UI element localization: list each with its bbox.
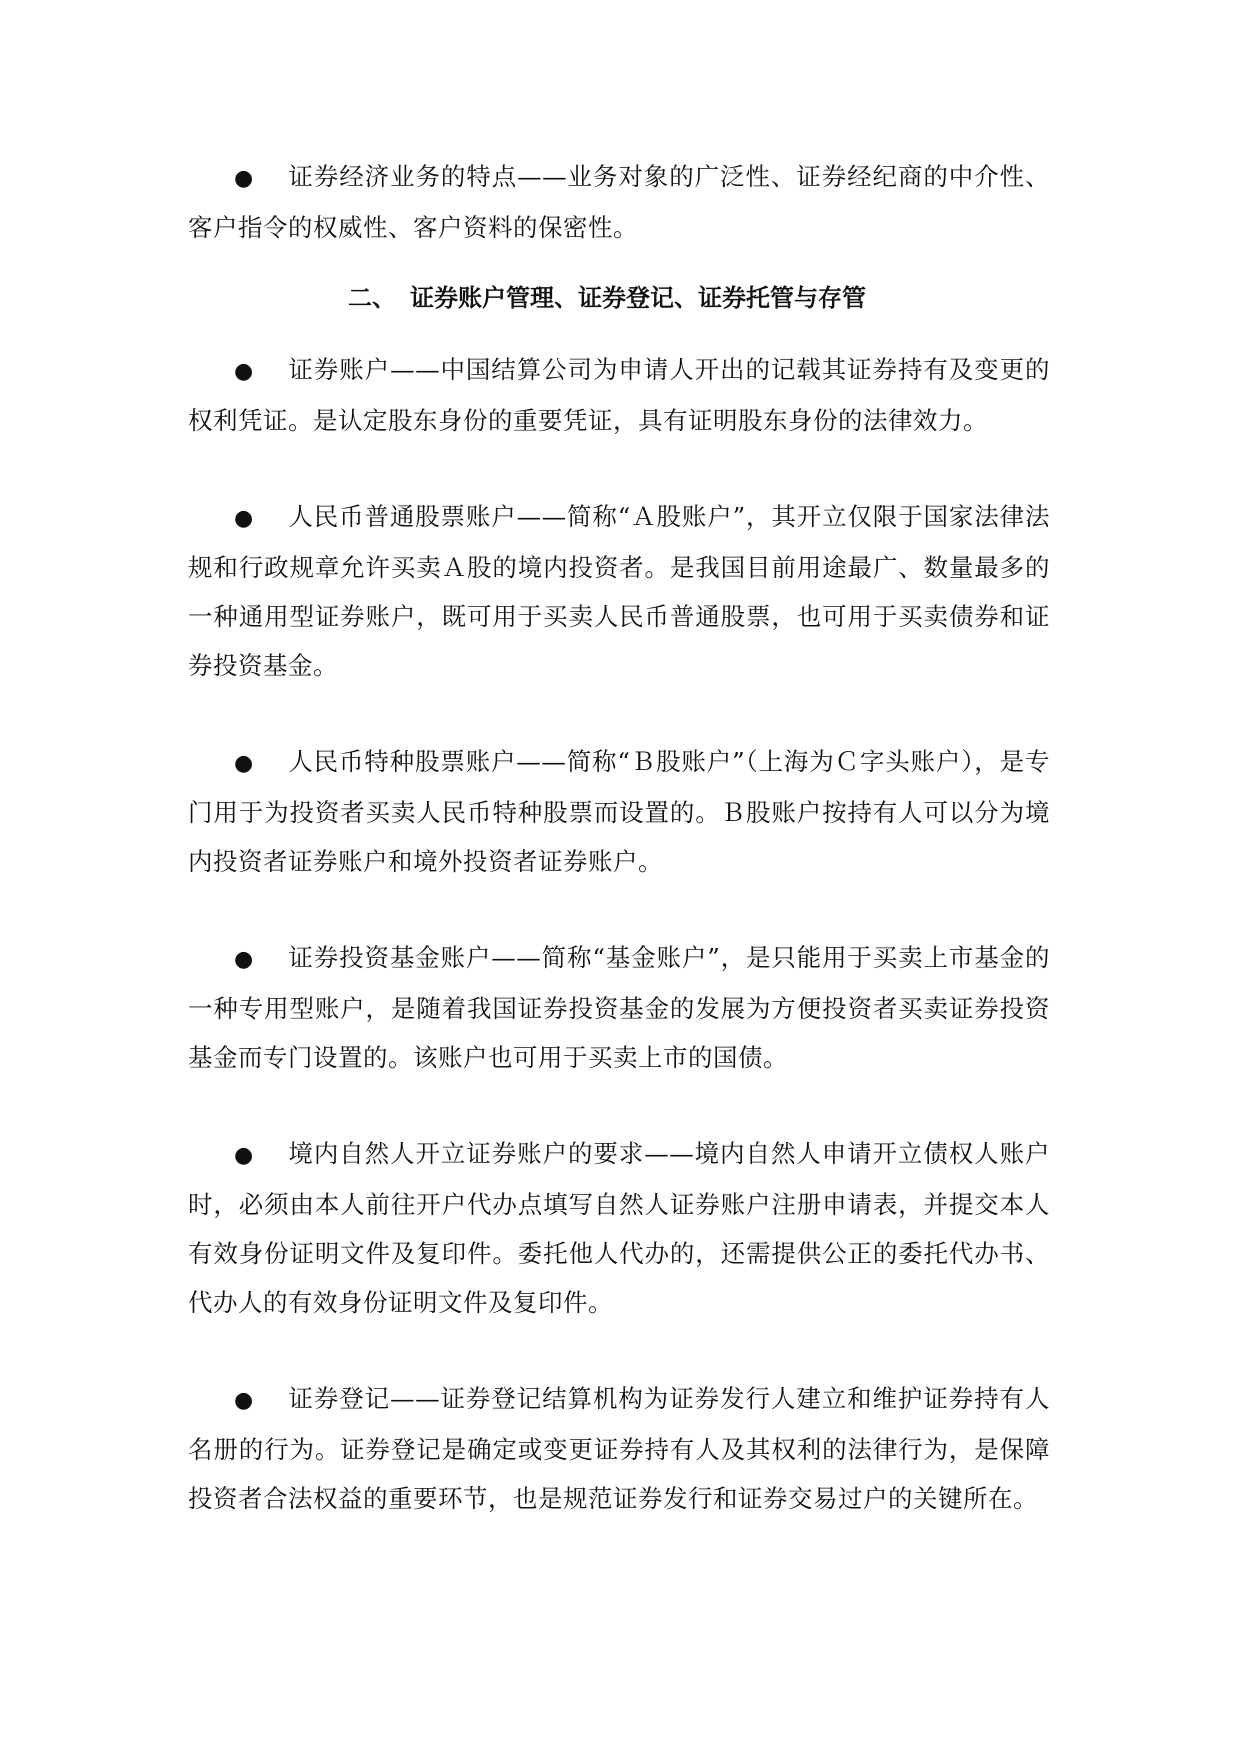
paragraph-text: 人民币特种股票账户——简称“Ｂ股账户”（上海为Ｃ字头账户），是专门用于为投资者买卖人民币特种股票而设置的。Ｂ股账户按持有人可以分为境内投资者证券账户和境外投资者证券账户。 bbox=[188, 747, 1050, 876]
bullet-icon: ● bbox=[234, 506, 254, 531]
bullet-icon: ● bbox=[234, 751, 254, 776]
paragraph-text: 境内自然人开立证券账户的要求——境内自然人申请开立债权人账户时，必须由本人前往开户代办点填写自然人证券账户注册申请表，并提交本人有效身份证明文件及复印件。委托他人代办的，还需提供公正的委托代办书、代办人的有效身份证明文件及复印件。 bbox=[188, 1139, 1050, 1317]
bullet-paragraph-brokerage-features bbox=[188, 152, 1050, 252]
bullet-paragraph-fund-account bbox=[188, 933, 1050, 1082]
bullet-icon: ● bbox=[234, 359, 254, 384]
paragraph-text: 人民币普通股票账户——简称“Ａ股账户”，其开立仅限于国家法律法规和行政规章允许买卖Ａ股的境内投资者。是我国目前用途最广、数量最多的一种通用型证券账户，既可用于买卖人民币普通股票，也可用于买卖债券和证券投资基金。 bbox=[188, 502, 1050, 680]
paragraph-text: 证券账户——中国结算公司为申请人开出的记载其证券持有及变更的权利凭证。是认定股东身份的重要凭证，具有证明股东身份的法律效力。 bbox=[188, 355, 1050, 435]
bullet-paragraph-b-share-account bbox=[188, 737, 1050, 886]
bullet-paragraph-natural-person-requirements bbox=[188, 1129, 1050, 1327]
section-number: 二、 bbox=[348, 284, 396, 312]
bullet-icon: ● bbox=[234, 947, 254, 972]
bullet-icon: ● bbox=[234, 1143, 254, 1168]
document-body bbox=[188, 152, 1050, 1523]
section-heading bbox=[188, 274, 1050, 323]
paragraph-text: 证券登记——证券登记结算机构为证券发行人建立和维护证券持有人名册的行为。证券登记是确定或变更证券持有人及其权利的法律行为，是保障投资者合法权益的重要环节，也是规范证券发行和证券交易过户的关键所在。 bbox=[188, 1384, 1050, 1513]
section-title: 证券账户管理、证券登记、证券托管与存管 bbox=[410, 284, 866, 312]
paragraph-text: 证券经济业务的特点——业务对象的广泛性、证券经纪商的中介性、客户指令的权威性、客户资料的保密性。 bbox=[188, 162, 1050, 242]
bullet-paragraph-a-share-account bbox=[188, 492, 1050, 690]
bullet-paragraph-securities-registration bbox=[188, 1374, 1050, 1523]
paragraph-text: 证券投资基金账户——简称“基金账户”，是只能用于买卖上市基金的一种专用型账户，是随着我国证券投资基金的发展为方便投资者买卖证券投资基金而专门设置的。该账户也可用于买卖上市的国债。 bbox=[188, 943, 1050, 1072]
bullet-paragraph-securities-account bbox=[188, 345, 1050, 445]
bullet-icon: ● bbox=[234, 166, 254, 191]
bullet-icon: ● bbox=[234, 1388, 254, 1413]
